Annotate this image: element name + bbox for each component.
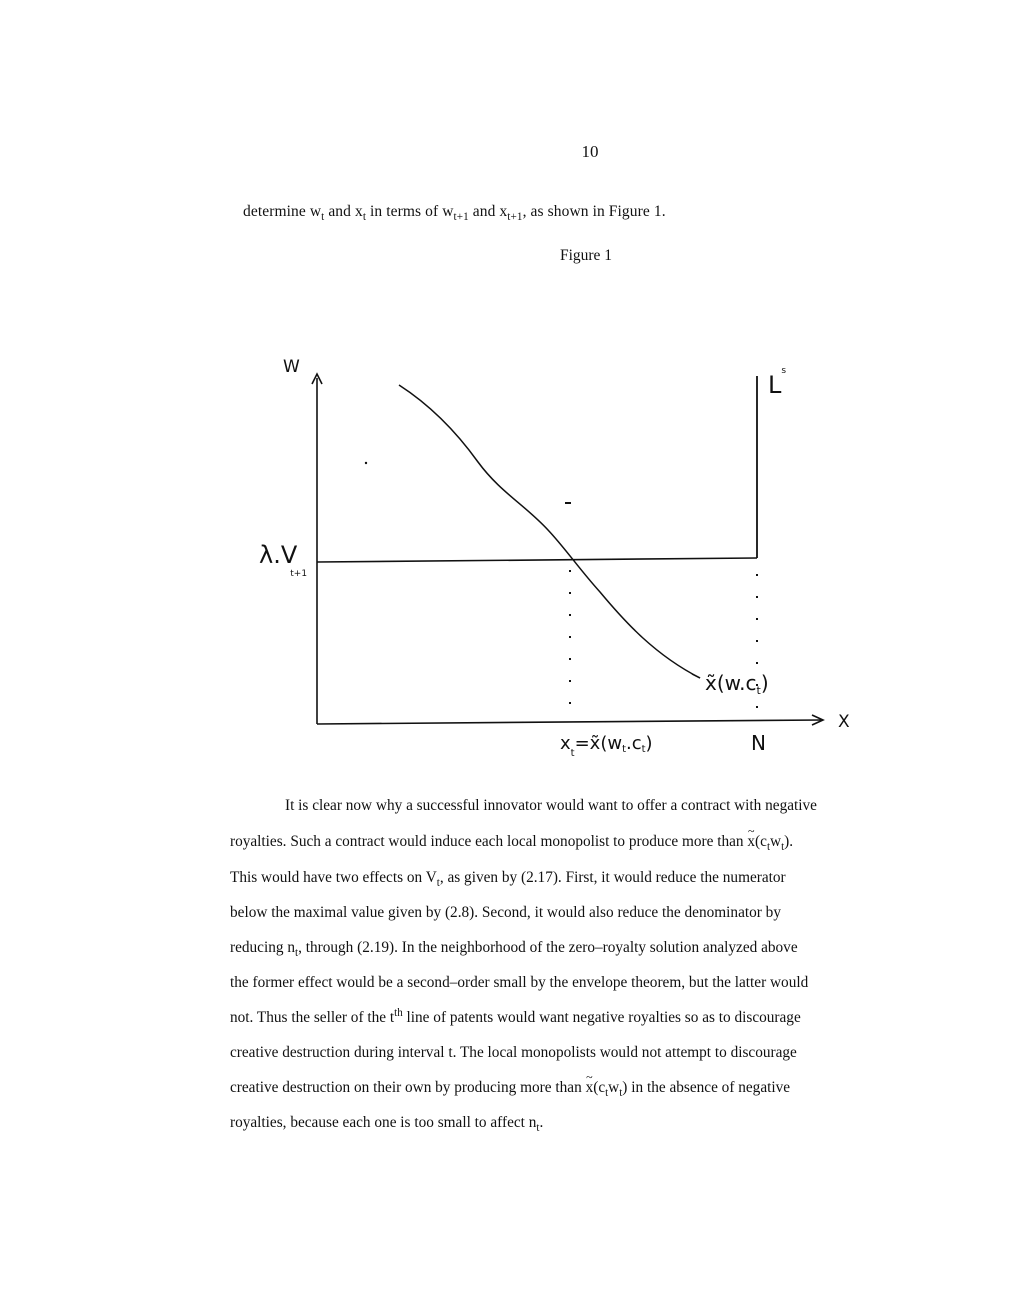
- n-label: N: [751, 731, 766, 755]
- body-line-1: It is clear now why a successful innovator would want to offer a contract with negative: [285, 797, 817, 814]
- level-label: λ.V t+1: [259, 541, 308, 579]
- intro-sentence: determine $w_t$ and $x_t$ in terms of $w_{t+1}$ and $x_{t+1}$, as shown in Figure 1.: [243, 203, 666, 223]
- body-line-2: royalties. Such a contract would induce each local monopolist to produce more than ~ $x(c_tw_t)$.: [230, 833, 793, 851]
- labor-supply-label: $L^s$: [768, 366, 787, 399]
- body-line-6: the former effect would be a second–order small by the envelope theorem, but the latter would: [230, 974, 809, 991]
- scan-dot: [365, 462, 367, 464]
- body-line-10: royalties, because each one is too small to affect $n_t$.: [230, 1114, 544, 1134]
- body-line-8: creative destruction during interval t. The local monopolists would not attempt to discourage: [230, 1044, 797, 1061]
- y-axis-label: W: [283, 357, 300, 377]
- body-line-4: below the maximal value given by (2.8). Second, it would also reduce the denominator by: [230, 904, 781, 921]
- body-line-3: This would have two effects on $V_t$, as given by (2.17). First, it would reduce the numerator: [230, 869, 786, 889]
- level-line: [317, 558, 757, 562]
- x-axis: [317, 720, 822, 724]
- body-line-5: reducing $n_t$, through (2.19). In the neighborhood of the zero–royalty solution analyzed above: [230, 939, 798, 959]
- page-number: 10: [581, 142, 599, 161]
- x-axis-label: X: [838, 712, 850, 732]
- curve-label-leader: [692, 674, 700, 678]
- body-line-7: not. Thus the seller of the $t^{th}$ line of patents would want negative royalties so as to discourage: [230, 1007, 801, 1026]
- body-line-9: creative destruction on their own by producing more than ~ $x(c_tw_t)$ in the absence of negative: [230, 1079, 790, 1097]
- scan-dash: [565, 502, 571, 504]
- xt-label: $x_t=x̃(wt.ct)$: [560, 733, 653, 759]
- demand-curve: [399, 385, 700, 678]
- figure-caption: Figure 1: [559, 247, 613, 264]
- curve-label: $x̃(w.c_t)$: [705, 671, 769, 697]
